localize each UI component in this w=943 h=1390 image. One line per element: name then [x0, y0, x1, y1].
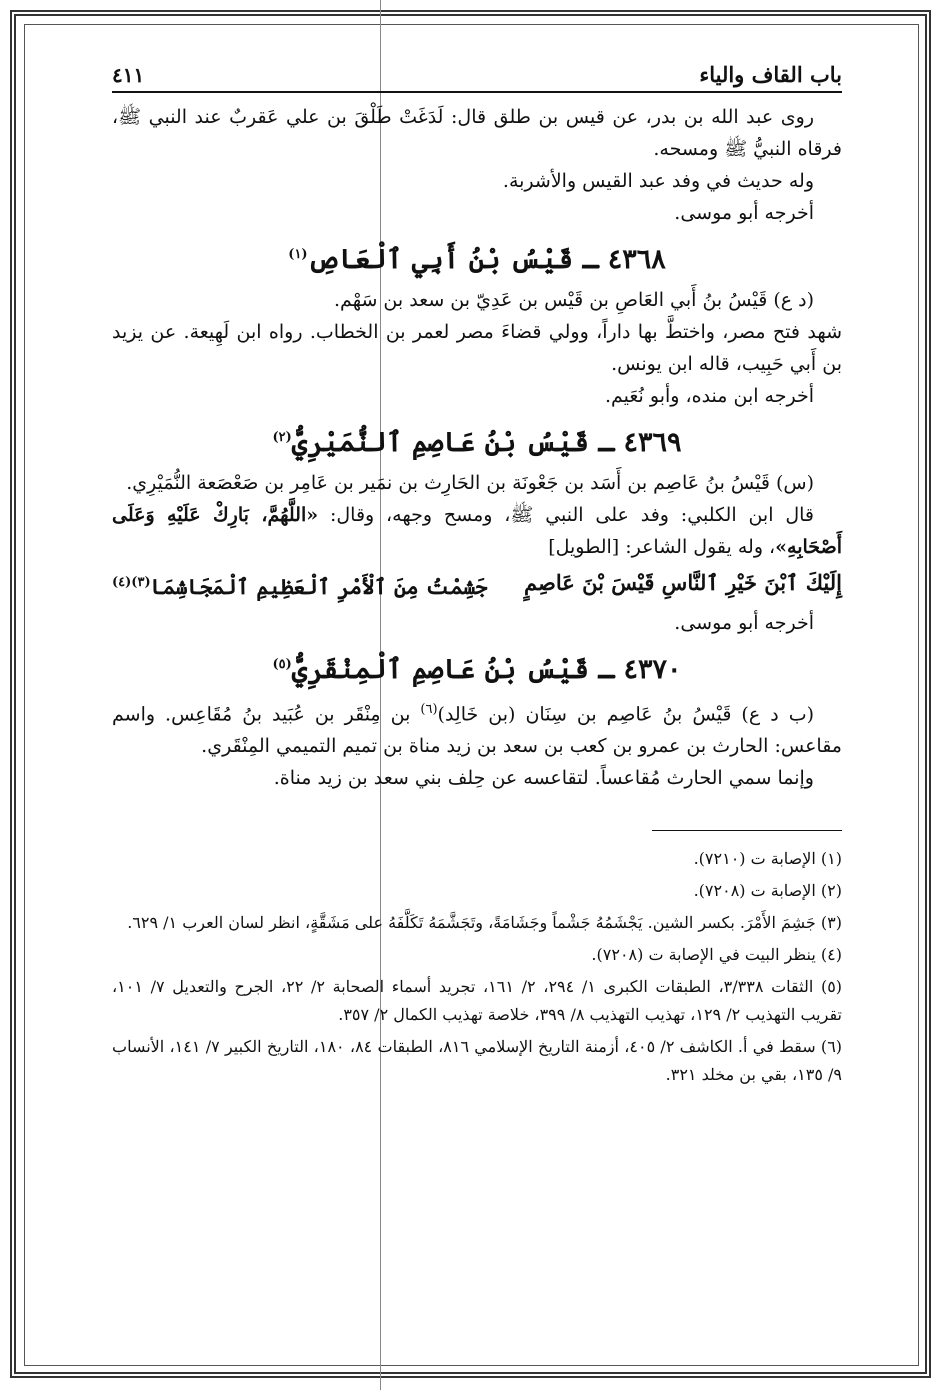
prophetic-quote: «اللَّهُمَّ، بَارِكْ عَلَيْهِ وَعَلَى أَصْحَابِهِ» [112, 504, 842, 558]
footnote-divider [652, 830, 842, 831]
footnote-5: (٥) الثقات ٣/٣٣٨، الطبقات الكبرى ١/ ٢٩٤، ٢/ ١٦١، تجريد أسماء الصحابة ٢/ ٢٢، الجرح والتعديل ٧/ ١٠١، تقريب التهذيب ٢/ ١٢٩، تهذيب التهذيب ٨/ ٣٩٩، خلاصة تهذيب الكمال ٢/ ٣٥٧. [112, 977, 843, 1025]
footnote-4: (٤) ينظر البيت في الإصابة ت (٧٢٠٨). [591, 945, 842, 965]
chapter-title: باب القاف والياء [699, 62, 842, 87]
entry-4370-paragraph-1 [112, 694, 842, 762]
verse-hemistich-1: إِلَيْكَ ٱبْنَ خَيْرِ ٱلنَّاسِ قَيْسَ بْنَ عَاصِمٍ [524, 570, 842, 595]
entry-title-text: ٤٣٧٠ ـ قَيْسُ بْنُ عَاصِمِ ٱلْمِنْقَرِيُّ [291, 654, 682, 685]
footnote-6: (٦) سقط في أ. الكاشف ٢/ ٤٠٥، أزمنة التاريخ الإسلامي ٨١٦، الطبقات ٨٤، ١٨٠، التاريخ الكبير ٧/ ١٤١، الأنساب ٩/ ١٣٥، بقي بن مخلد ٣٢١. [112, 1037, 843, 1085]
entry-4368-paragraph-1: (د ع) قَيْسُ بنُ أَبي العَاصِ بن قَيْس بن عَدِيّ بن سعد بن سَهْم. [334, 289, 814, 311]
paragraph-text: قال ابن الكلبي: وفد على النبي ﷺ، ومسح وجهه، وقال: [318, 504, 814, 526]
intro-paragraph-2: وله حديث في وفد عبد القيس والأشربة. [502, 170, 814, 192]
verse-hemistich-2-text: جَشِمْتُ مِنَ ٱلْأَمْرِ ٱلْعَظِيمِ ٱلْمَجَاشِمَا [150, 574, 488, 599]
entry-4369-paragraph-1: (س) قَيْسُ بنُ عَاصِم بن أَسَد بن جَعْونَة بن الحَارِث بن نمَير بن عَامِر بن صَعْصَعة النُّمَيْرِي. [126, 472, 814, 494]
intro-paragraph-1: روى عبد الله بن بدر، عن قيس بن طلق قال: لَدَغَتْ طَلْقَ بن علي عَقربٌ عند النبي ﷺ، فرقاه النبيُّ ﷺ ومسحه. [112, 106, 842, 160]
entry-4369-paragraph-2 [112, 499, 842, 563]
entry-title-text: ٤٣٦٨ ـ قَيْسُ بْنُ أَبِي ٱلْعَاصِ [307, 244, 666, 275]
entry-4370-paragraph-2: وإنما سمي الحارث مُقاعساً. لتقاعسه عن حِلف بني سعد بن زيد مناة. [273, 767, 814, 790]
paragraph-text: بن مِنْقَر بن عُبَيد بنُ مُقَاعِس. واسم مقاعس: الحارث بن عمرو بن كعب بن سعد بن زيد مناة بن تميم التميمي المِنْقَري. [112, 703, 842, 758]
entry-title-4369 [112, 418, 842, 463]
footnote-ref: (٢) [272, 430, 292, 445]
entry-4369-paragraph-3: أخرجه أبو موسى. [674, 612, 814, 634]
footnote-ref: (٥) [272, 657, 292, 672]
intro-paragraph-3: أخرجه أبو موسى. [674, 202, 814, 224]
footnote-ref: (٦) [420, 702, 438, 717]
entry-4368-paragraph-2: شهد فتح مصر، واختطَّ بها داراً، وولي قضاءَ مصر لعمر بن الخطاب. رواه ابن لَهِيعة. عن يزيد بن أَبي حَبِيب، قاله ابن يونس. [112, 321, 842, 375]
entry-4368-paragraph-3: أخرجه ابن منده، وأبو نُعَيم. [604, 385, 814, 407]
verse-hemistich-2 [112, 565, 487, 605]
poetry-verse [112, 565, 842, 605]
entry-title-text: ٤٣٦٩ ـ قَيْسُ بْنُ عَاصِمِ ٱلنُّمَيْرِيُّ [291, 427, 682, 458]
footnote-1: (١) الإصابة ت (٧٢١٠). [693, 849, 842, 869]
entry-title-4370 [112, 645, 842, 690]
footnote-ref: (٣)(٤) [112, 575, 151, 590]
page-number: ٤١١ [112, 63, 145, 87]
footnote-ref: (١) [288, 247, 308, 262]
paragraph-text: (ب د ع) قَيْسُ بنُ عَاصِم بن سِنَان (بن خَالِد) [437, 703, 814, 726]
running-header [112, 62, 842, 93]
footnote-3: (٣) جَشِمَ الأَمْرَ. بكسر الشين. يَجْشَمُهُ جَشْماً وجَشَامَةً، وتَجَشَّمَهُ تَكَلَّفَهُ على مَشَقَّةٍ، انظر لسان العرب ١/ ٦٢٩. [127, 913, 842, 933]
footnote-2: (٢) الإصابة ت (٧٢٠٨). [693, 881, 842, 901]
paragraph-text: ، وله يقول الشاعر: [الطويل] [548, 536, 776, 558]
entry-title-4368 [112, 235, 842, 280]
page-content [112, 62, 842, 1093]
